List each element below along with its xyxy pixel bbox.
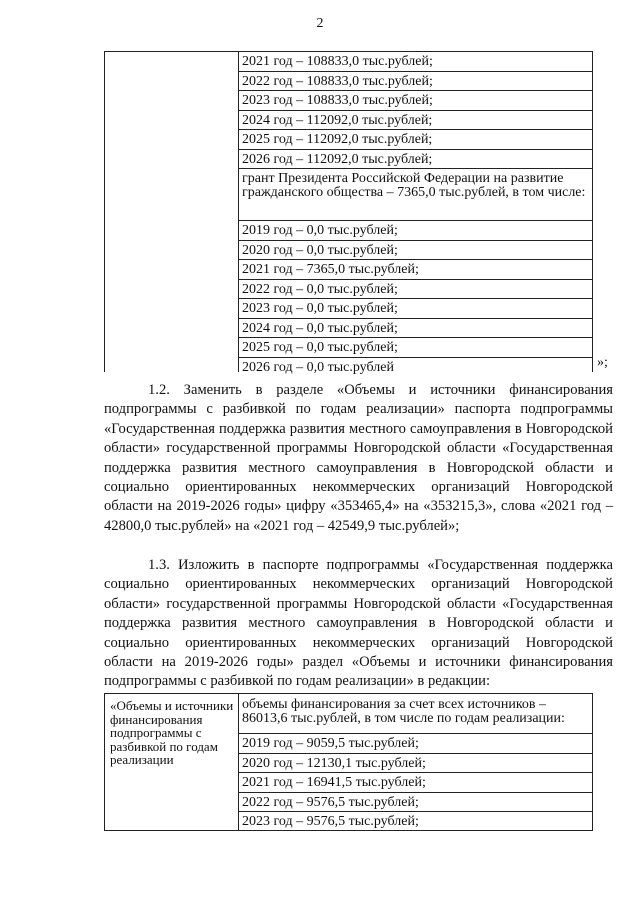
section-heading-cell: «Объемы и источники финансирования подпрограммы с разбивкой по годам реализации [110, 698, 234, 767]
total-funding-row: объемы финансирования за счет всех источников – 86013,6 тыс.рублей, в том числе по годам реализации: [239, 694, 592, 734]
funding-rows [239, 694, 592, 832]
funding-row: 2019 год – 9059,5 тыс.рублей; [239, 734, 592, 754]
funding-row: 2024 год – 0,0 тыс.рублей; [239, 319, 592, 339]
funding-row: 2023 год – 0,0 тыс.рублей; [239, 299, 592, 319]
funding-row: 2022 год – 108833,0 тыс.рублей; [239, 72, 592, 92]
paragraph-1-2: 1.2. Заменить в разделе «Объемы и источники финансирования подпрограммы с разбивкой по годам реализации» паспорта подпрограммы «Государственная поддержка развития местного самоуправления в Новгородской области» государственной программы Новгородской области «Государственная поддержка развития местного самоуправления в Новгородской области и социально ориентированных некоммерческих организаций Новгородской области на 2019-2026 годы» цифру «353465,4» на «353215,3», слова «2021 год – 42800,0 тыс.рублей» на «2021 год – 42549,9 тыс.рублей»; [104, 382, 613, 534]
funding-row: 2024 год – 112092,0 тыс.рублей; [239, 111, 592, 131]
funding-row: 2021 год – 108833,0 тыс.рублей; [239, 52, 592, 72]
funding-row: 2023 год – 108833,0 тыс.рублей; [239, 91, 592, 111]
funding-row: 2020 год – 12130,1 тыс.рублей; [239, 754, 592, 774]
funding-row: 2026 год – 0,0 тыс.рублей [242, 359, 394, 375]
grant-row: грант Президента Российской Федерации на развитие гражданского общества – 7365,0 тыс.рублей, в том числе: [239, 169, 592, 221]
funding-row: 2019 год – 0,0 тыс.рублей; [239, 221, 592, 241]
paragraph-1-3: 1.3. Изложить в паспорте подпрограммы «Государственная поддержка социально ориентированных некоммерческих организаций Новгородской области» государственной программы Новгородской области «Государственная поддержка развития местного самоуправления в Новгородской области и социально ориентированных некоммерческих организаций Новгородской области на 2019-2026 годы» раздел «Объемы и источники финансирования подпрограммы с разбивкой по годам реализации» в редакции: [104, 557, 613, 690]
funding-rows [239, 52, 592, 377]
funding-row: 2020 год – 0,0 тыс.рублей; [239, 241, 592, 261]
page-number: 2 [316, 16, 324, 31]
funding-row: 2026 год – 112092,0 тыс.рублей; [239, 150, 592, 170]
funding-row: 2022 год – 9576,5 тыс.рублей; [239, 793, 592, 813]
funding-row: 2023 год – 9576,5 тыс.рублей; [242, 814, 419, 829]
funding-row: 2021 год – 7365,0 тыс.рублей; [239, 260, 592, 280]
funding-row: 2021 год – 16941,5 тыс.рублей; [239, 773, 592, 793]
table-closing-quote: »; [597, 355, 608, 370]
funding-row: 2025 год – 112092,0 тыс.рублей; [239, 130, 592, 150]
funding-table-continued [104, 51, 593, 375]
funding-table-new [104, 693, 593, 831]
funding-row: 2022 год – 0,0 тыс.рублей; [239, 280, 592, 300]
funding-row: 2025 год – 0,0 тыс.рублей; [239, 338, 592, 358]
